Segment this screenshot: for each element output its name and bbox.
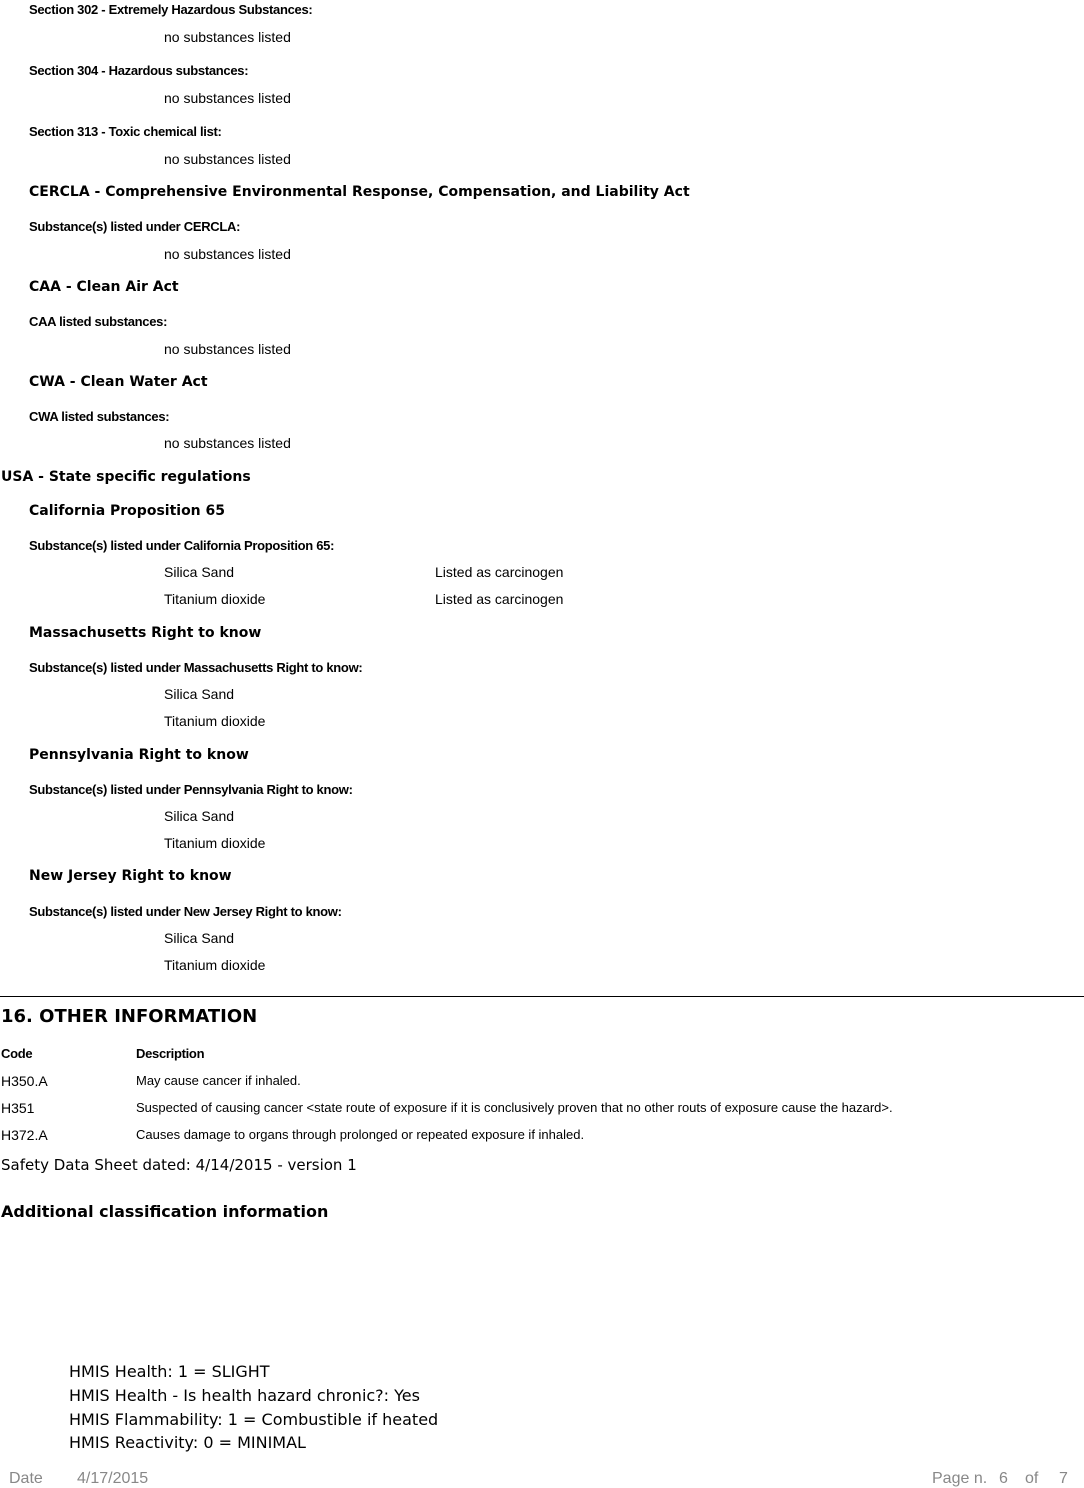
ca-heading: Substance(s) listed under California Proposition 65: bbox=[29, 538, 335, 553]
ca-row-name: Silica Sand bbox=[164, 564, 235, 580]
hazard-description: Causes damage to organs through prolonged or repeated exposure if inhaled. bbox=[136, 1127, 585, 1142]
s313-heading: Section 313 - Toxic chemical list: bbox=[29, 124, 222, 139]
nj-title: New Jersey Right to know bbox=[29, 868, 232, 884]
ma-item: Silica Sand bbox=[164, 686, 235, 702]
cwa-heading: CWA listed substances: bbox=[29, 409, 170, 424]
nj-item: Silica Sand bbox=[164, 930, 235, 946]
section-divider bbox=[0, 996, 1084, 997]
hazard-code: H372.A bbox=[1, 1127, 48, 1143]
cwa-title: CWA - Clean Water Act bbox=[29, 374, 208, 390]
hazard-description: Suspected of causing cancer <state route of exposure if it is conclusively proven that no other routs of exposure cause the hazard>. bbox=[136, 1100, 893, 1115]
pa-title: Pennsylvania Right to know bbox=[29, 747, 249, 763]
state-title: USA - State specific regulations bbox=[1, 469, 251, 485]
footer-of-label: of bbox=[1025, 1470, 1039, 1487]
footer-page-total: 7 bbox=[1059, 1470, 1068, 1487]
s304-value: no substances listed bbox=[164, 90, 291, 106]
nj-item: Titanium dioxide bbox=[164, 957, 266, 973]
ma-title: Massachusetts Right to know bbox=[29, 625, 262, 641]
ma-heading: Substance(s) listed under Massachusetts Right to know: bbox=[29, 660, 363, 675]
nj-heading: Substance(s) listed under New Jersey Right to know: bbox=[29, 904, 342, 919]
pa-heading: Substance(s) listed under Pennsylvania Right to know: bbox=[29, 782, 353, 797]
footer-page-number: 6 bbox=[999, 1470, 1008, 1487]
ca-row-status: Listed as carcinogen bbox=[435, 591, 564, 607]
caa-value: no substances listed bbox=[164, 341, 291, 357]
section-16-title: 16. OTHER INFORMATION bbox=[1, 1006, 258, 1027]
s302-heading: Section 302 - Extremely Hazardous Substances: bbox=[29, 2, 313, 17]
ma-item: Titanium dioxide bbox=[164, 713, 266, 729]
hmis-line: HMIS Reactivity: 0 = MINIMAL bbox=[69, 1433, 306, 1452]
additional-classification-title: Additional classification information bbox=[1, 1202, 329, 1221]
s302-value: no substances listed bbox=[164, 29, 291, 45]
caa-heading: CAA listed substances: bbox=[29, 314, 168, 329]
ca-row-status: Listed as carcinogen bbox=[435, 564, 564, 580]
s313-value: no substances listed bbox=[164, 151, 291, 167]
ca-title: California Proposition 65 bbox=[29, 503, 226, 519]
cercla-title: CERCLA - Comprehensive Environmental Response, Compensation, and Liability Act bbox=[29, 184, 690, 200]
cwa-value: no substances listed bbox=[164, 435, 291, 451]
description-column-header: Description bbox=[136, 1046, 205, 1061]
caa-title: CAA - Clean Air Act bbox=[29, 279, 179, 295]
pa-item: Silica Sand bbox=[164, 808, 235, 824]
code-column-header: Code bbox=[1, 1046, 33, 1061]
footer-date-value: 4/17/2015 bbox=[77, 1470, 149, 1487]
hazard-code: H350.A bbox=[1, 1073, 48, 1089]
hazard-code: H351 bbox=[1, 1100, 35, 1116]
hmis-line: HMIS Flammability: 1 = Combustible if heated bbox=[69, 1410, 439, 1429]
cercla-value: no substances listed bbox=[164, 246, 291, 262]
footer-date-label: Date bbox=[9, 1470, 43, 1487]
hmis-line: HMIS Health: 1 = SLIGHT bbox=[69, 1362, 270, 1381]
s304-heading: Section 304 - Hazardous substances: bbox=[29, 63, 249, 78]
ca-row-name: Titanium dioxide bbox=[164, 591, 266, 607]
hazard-description: May cause cancer if inhaled. bbox=[136, 1073, 301, 1088]
sds-dated: Safety Data Sheet dated: 4/14/2015 - version 1 bbox=[1, 1156, 357, 1174]
pa-item: Titanium dioxide bbox=[164, 835, 266, 851]
cercla-heading: Substance(s) listed under CERCLA: bbox=[29, 219, 241, 234]
hmis-line: HMIS Health - Is health hazard chronic?: Yes bbox=[69, 1386, 420, 1405]
footer-page-label: Page n. bbox=[932, 1470, 988, 1487]
